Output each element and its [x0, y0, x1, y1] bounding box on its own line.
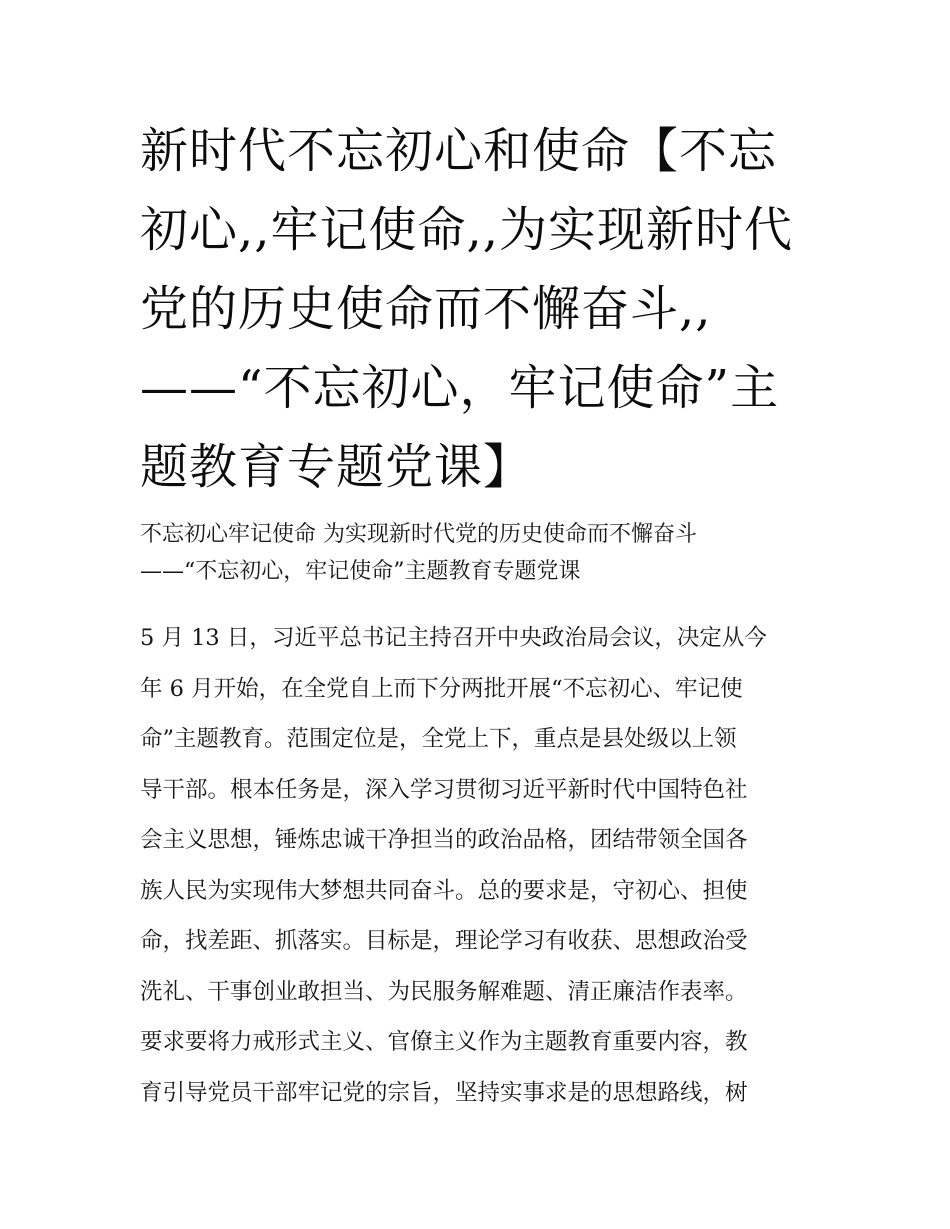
subtitle-line: 不忘初心牢记使命 为实现新时代党的历史使命而不懈奋斗: [140, 522, 697, 547]
title-line: ——“不忘初心，牢记使命”主: [140, 360, 780, 416]
subtitle-line: ——“不忘初心，牢记使命”主题教育专题党课: [140, 559, 581, 584]
body-line: 命”主题教育。范围定位是，全党上下，重点是县处级以上领: [140, 726, 737, 752]
body-line: 洗礼、干事创业敢担当、为民服务解难题、清正廉洁作表率。: [140, 978, 748, 1005]
body-line: 命，找差距、抓落实。目标是，理论学习有收获、思想政治受: [140, 928, 748, 954]
body-line: 导干部。根本任务是，深入学习贯彻习近平新时代中国特色社: [140, 776, 748, 803]
document-subtitle: [140, 516, 820, 590]
title-line: 党的历史使命而不懈奋斗,,: [140, 281, 712, 337]
body-line: 育引导党员干部牢记党的宗旨，坚持实事求是的思想路线，树: [140, 1079, 748, 1106]
title-line: 初心,,牢记使命,,为实现新时代: [140, 202, 794, 258]
body-line: 年 6 月开始，在全党自上而下分两批开展“不忘初心、牢记使: [140, 675, 743, 702]
body-line: 族人民为实现伟大梦想共同奋斗。总的要求是，守初心、担使: [140, 877, 748, 904]
body-line: 5 月 13 日，习近平总书记主持召开中央政治局会议，决定从今: [140, 625, 767, 651]
title-line: 新时代不忘初心和使命【不忘: [140, 123, 778, 179]
body-line: 要求要将力戒形式主义、官僚主义作为主题教育重要内容，教: [140, 1029, 748, 1055]
body-paragraph: [140, 613, 820, 1118]
body-line: 会主义思想，锤炼忠诚干净担当的政治品格，团结带领全国各: [140, 827, 748, 853]
title-line: 题教育专题党课】: [140, 439, 533, 495]
document-title: [140, 112, 820, 507]
